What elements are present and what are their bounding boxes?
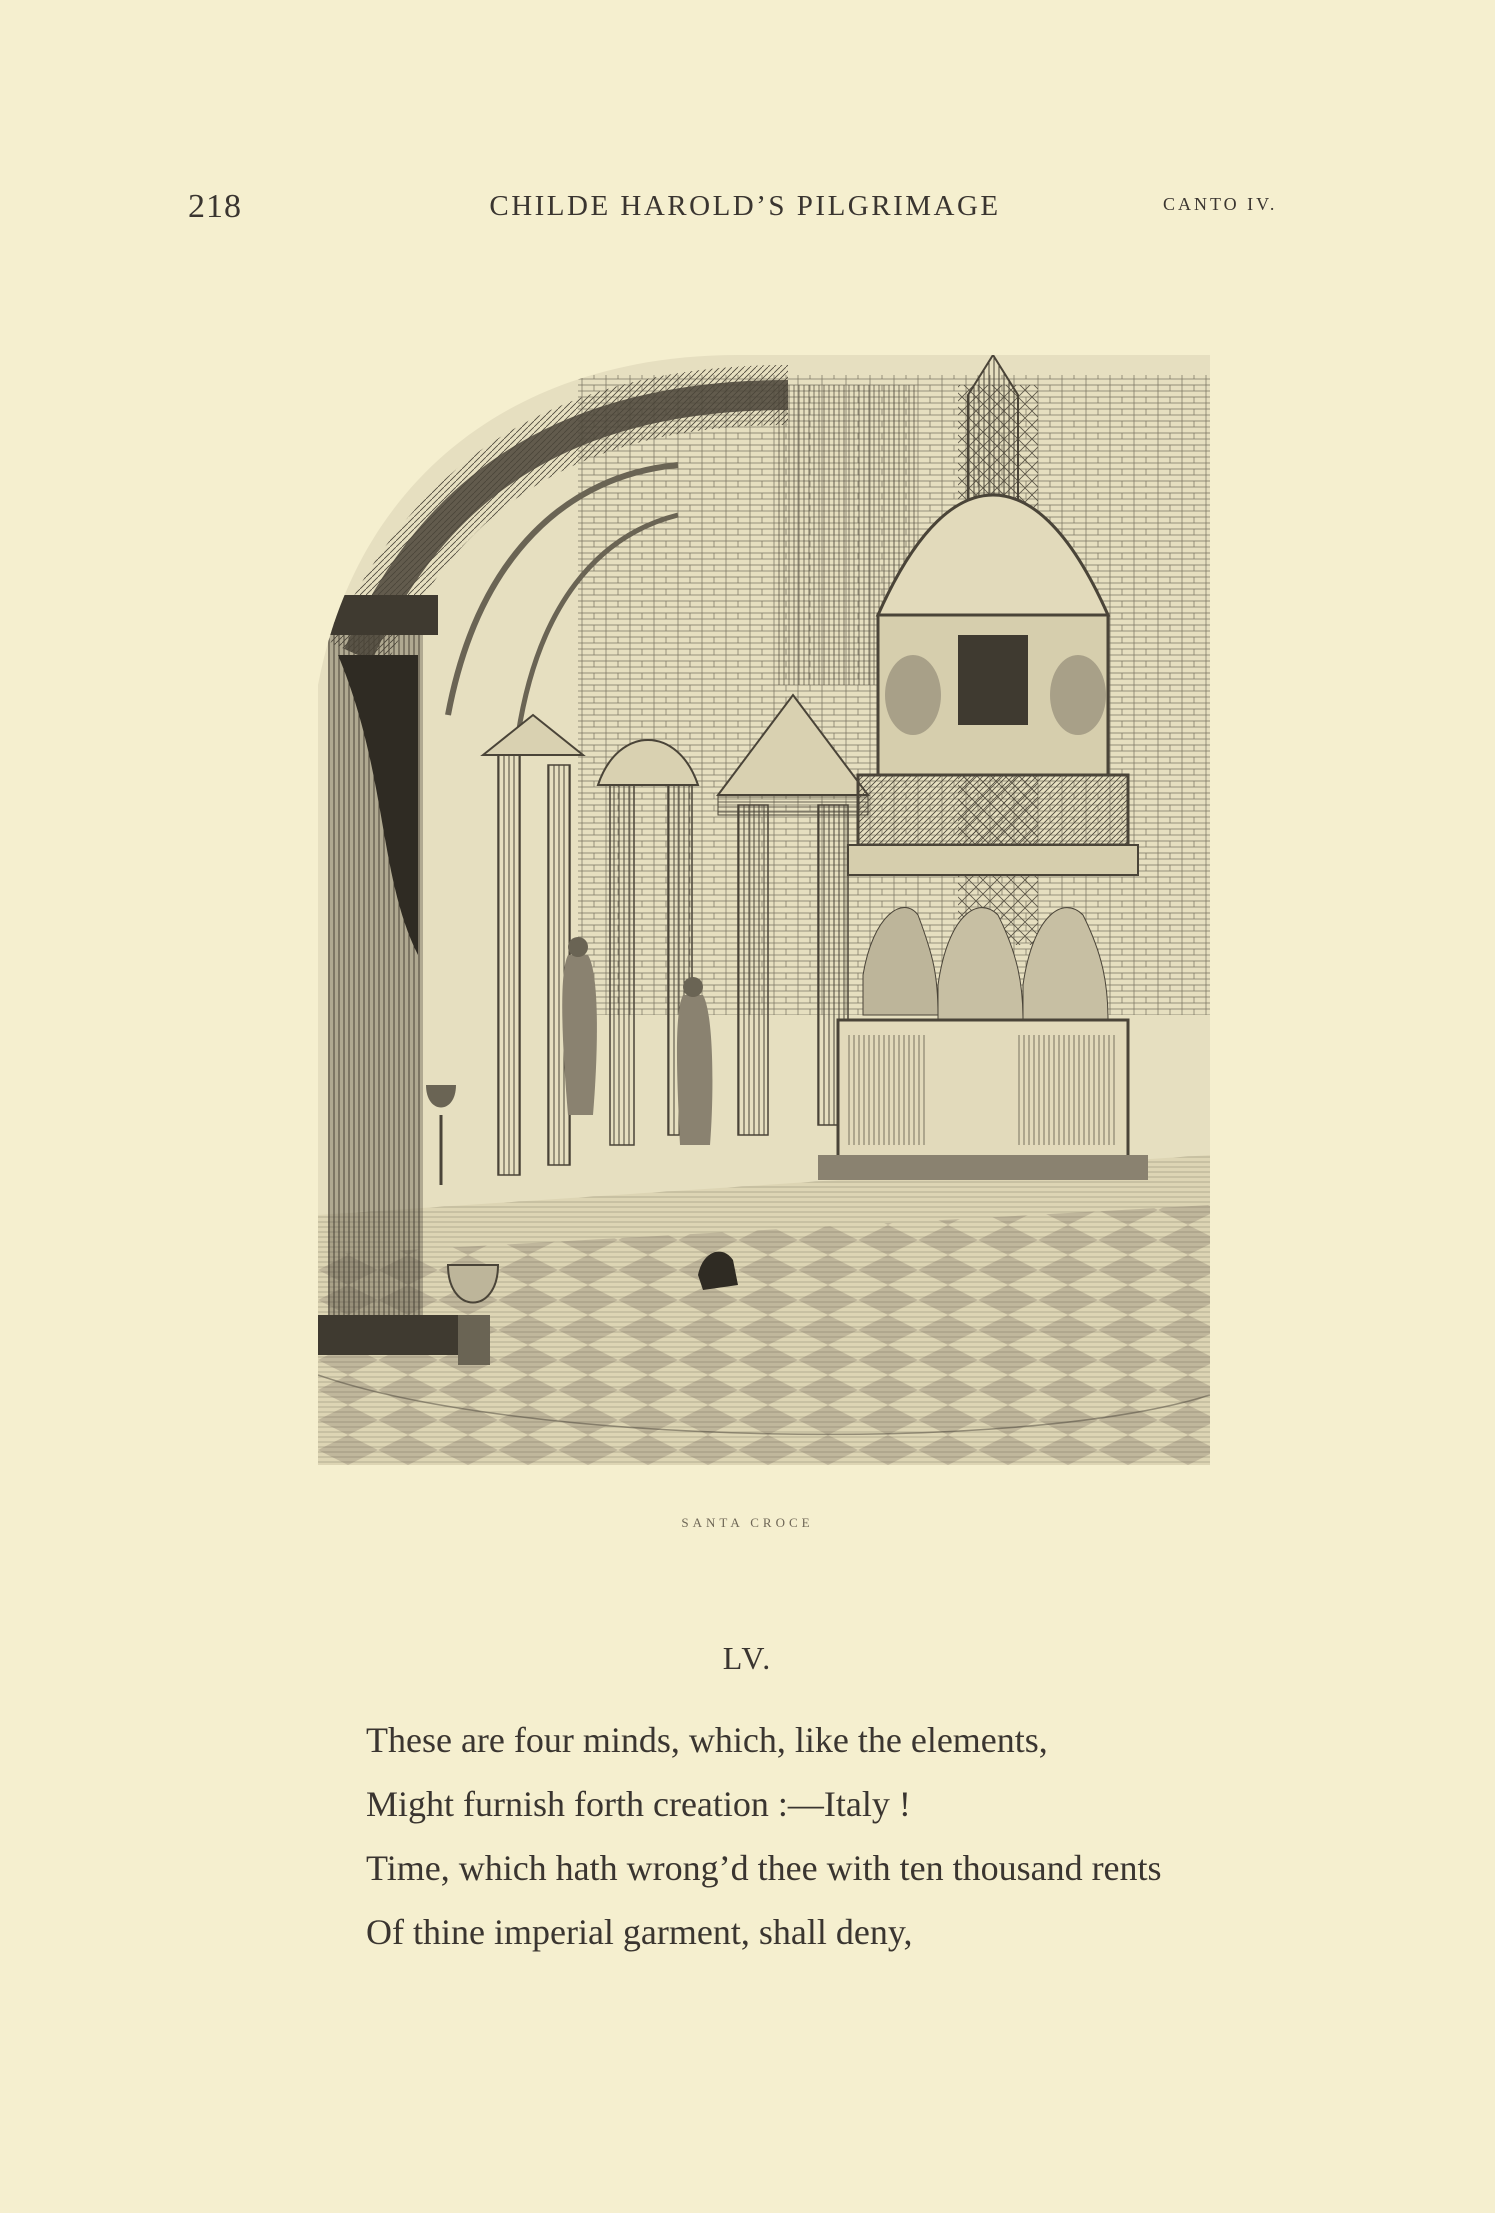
book-title: CHILDE HAROLD’S PILGRIMAGE <box>489 190 1001 222</box>
canto-label: CANTO IV. <box>1163 194 1278 214</box>
page-number: 218 <box>188 188 242 225</box>
verse-line: Might furnish forth creation :—Italy ! <box>366 1784 911 1824</box>
stanza <box>366 1708 1326 1964</box>
verse-line: Of thine imperial garment, shall deny, <box>366 1912 913 1952</box>
running-head <box>0 188 1495 238</box>
illustration-caption: SANTA CROCE <box>681 1515 814 1530</box>
stanza-number: LV. <box>722 1640 773 1676</box>
engraving-illustration <box>318 355 1210 1465</box>
verse-line: Time, which hath wrong’d thee with ten thousand rents <box>366 1848 1162 1888</box>
verse-line: These are four minds, which, like the elements, <box>366 1720 1048 1760</box>
